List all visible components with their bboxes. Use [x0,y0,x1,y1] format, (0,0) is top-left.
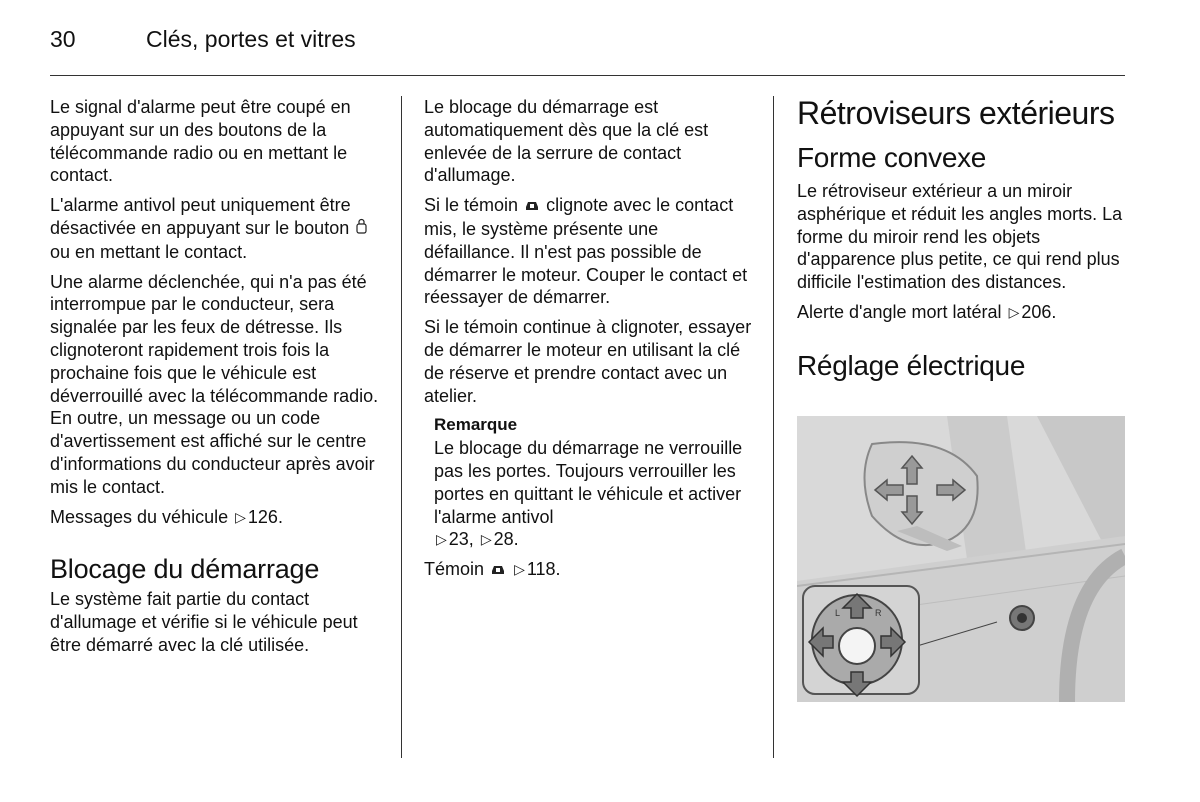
column-left [50,96,382,664]
page-reference-icon: ▷ [514,561,525,578]
note-title: Remarque [434,415,518,435]
paragraph: Si le témoin continue à clignoter, essayer de démarrer le moteur en utilisant la clé de réserve et prendre contact avec un atelier. [424,317,752,406]
paragraph: Le système fait partie du contact d'allumage et vérifie si le véhicule peut être démarré avec la clé utilisée. [50,589,358,655]
section-heading: Blocage du démarrage [50,554,320,585]
page-number: 30 [50,26,76,52]
paragraph: Le rétroviseur extérieur a un miroir asphérique et réduit les angles morts. La forme du miroir rend les objets d'apparence plus petite, ce qui rend plus difficile l'estimation des distances. [797,181,1123,293]
immobilizer-warning-icon [491,559,505,582]
lock-button-icon [356,218,367,241]
paragraph: Une alarme déclenchée, qui n'a pas été interrompue par le conducteur, sera signalée par les feux de détresse. Ils clignoteront rapidement trois fois la prochaine fois que le véhicule est déverrouillé avec la télécommande radio. En outre, un message ou un code d'avertissement est affiché sur le centre d'informations du conducteur après avoir mis le contact. [50,271,379,497]
header-rule [50,75,1125,76]
section-title: Rétroviseurs extérieurs [797,95,1115,131]
column-divider [401,96,402,758]
page-reference-icon: ▷ [1008,303,1020,320]
page-reference-icon: ▷ [436,531,447,548]
chapter-title: Clés, portes et vitres [146,26,356,52]
subsection-heading: Forme convexe [797,142,987,173]
note-box: Remarque Le blocage du démarrage ne verrouille pas les portes. Toujours verrouiller les portes en quittant le véhicule et activer l'alarme antivol ▷ 23, ▷ 28. [434,414,754,551]
immobilizer-warning-icon [525,195,539,218]
switch-label-left: L [835,608,841,618]
page-reference-icon: ▷ [235,508,246,525]
paragraph: Si le témoin clignote avec le contact mis, le système présente une défaillance. Il n'est pas possible de démarrer le moteur. Couper le contact et réessayer de démarrer. [424,195,748,308]
switch-label-right: R [875,608,882,618]
page-header [50,26,356,53]
page-reference-icon: ▷ [480,531,492,548]
cross-reference: Messages du véhicule ▷ 126. [50,506,283,527]
cross-reference: Alerte d'angle mort latéral ▷ 206. [797,301,1057,322]
column-right [797,96,1125,390]
paragraph: L'alarme antivol peut uniquement être désactivée en appuyant sur le bouton ou en mettant le contact. [50,194,382,263]
column-middle [424,96,754,589]
paragraph: Le signal d'alarme peut être coupé en appuyant sur un des boutons de la télécommande radio ou en mettant le contact. [50,97,351,186]
cross-reference: Témoin ▷ 118. [424,558,754,582]
subsection-heading: Réglage électrique [797,349,1026,381]
paragraph: Le blocage du démarrage est automatiquement dès que la clé est enlevée de la serrure de contact d'allumage. [424,97,709,186]
illustration-svg [797,416,1125,702]
column-divider [773,96,774,758]
mirror-adjustment-illustration [797,416,1125,702]
